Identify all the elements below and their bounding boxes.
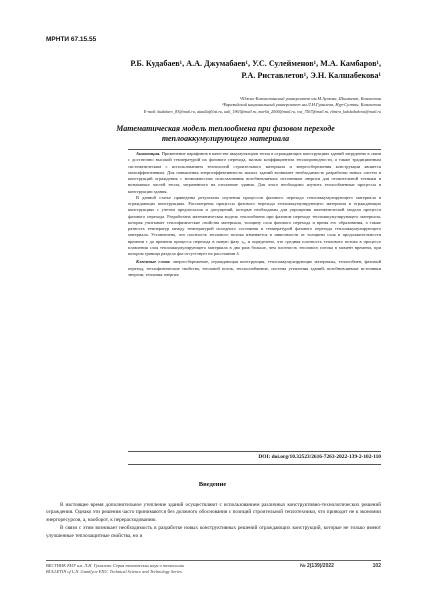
keywords-label: Ключевые слова: bbox=[136, 259, 171, 265]
keywords-text: энергосбережение, ограждающая конструкция, теплоаккумулирующие материалы, теплообмен, фазовый переход, теплофизические свойства, тепловой поток, теплоснабжение, система утепления зданий, возобновляемые источники энергии, тепловая энергия bbox=[128, 259, 381, 277]
abstract-top-rule bbox=[128, 149, 381, 150]
abstract-block bbox=[128, 151, 381, 278]
issue-number: № 2(139)/2022 bbox=[300, 563, 334, 569]
journal-name-en: BULLETIN of L.N. Gumilyov ENU. Technical Science and Technology Series bbox=[46, 569, 182, 574]
section-heading: Введение bbox=[198, 481, 227, 488]
abstract-text-1: Применение парафинов в качестве аккумуляторов тепла в ограждающих конструкциях зданий затруднено в связи с достаточно высокой температурой их фазового перехода, малым коэффициентом теплопроводности, а также традиционным систематическим с использованием технологий строительного материала и энергосбережения конструкции является малоэффективным. Для повышения энергоэффективности жилых зданий возникает необходимость разработки новых систем и конструкций ограждения с возможностью использования возобновляемых источников энергии для отопительной техники и возможных частей тепла, затраченного на отопление здания. Для этого необходимо изучить теплообменные процессы в конструкции здания. bbox=[128, 151, 382, 194]
doi-link[interactable]: DOI: doi.org/10.32523/2616-7263-2022-139-2-102-110 bbox=[258, 454, 381, 460]
title-line-1: Математическая модель теплообмена при фазовом переходе bbox=[116, 124, 335, 133]
affiliation-2: ²Евразийский национальный университет им.Л.Н.Гумилева, Нур-Султан, Казахстан bbox=[222, 102, 381, 107]
keywords-paragraph bbox=[128, 259, 381, 278]
doi-bottom-rule bbox=[128, 464, 381, 465]
body-paragraph-2: В связи с этим возникает необходимость в разработке новых конструктивных решений ограждающих конструкций, которые не только имеют улучшенные теплозащитные свойства, но и bbox=[46, 525, 381, 539]
body-paragraph-1: В настоящее время дополнительное утепление зданий осуществляют с использованием различных конструктивно-технологических решений ограждения. Однако эти решения часто принимаются без должного обоснования с позиций строительной теплотехники, что приводит не к экономии энергоресурсов, а, наоборот, к перерасходованию. bbox=[46, 502, 381, 523]
mrnti-code: МРНТИ 67.15.55 bbox=[46, 36, 97, 43]
journal-name bbox=[46, 563, 184, 575]
author-line-2: Р.А. Риставлетов¹, Э.Н. Калшабекова¹ bbox=[241, 70, 381, 80]
article-title bbox=[70, 124, 381, 144]
abstract-bottom-rule bbox=[128, 451, 381, 452]
page-number: 102 bbox=[372, 563, 381, 569]
affiliations bbox=[120, 96, 381, 108]
affiliation-1: ¹Южно-Казахстанский университет им.М.Ауэзова, Шымкент, Казахстан bbox=[239, 96, 381, 101]
title-line-2: теплоаккумулирующего материала bbox=[161, 134, 290, 143]
body-text bbox=[46, 502, 381, 541]
journal-name-ru: ВЕСТНИК ЕНУ им. Л.Н. Гумилева. Серия технических наук и технологии bbox=[46, 563, 185, 568]
author-line-1: Р.Б. Кудабаев¹, А.А. Джумабаев¹, У.С. Сулейменов¹, М.А. Камбаров¹, bbox=[130, 59, 381, 68]
footer-rule bbox=[46, 560, 381, 561]
abstract-paragraph-1 bbox=[128, 151, 381, 195]
author-list bbox=[70, 58, 381, 81]
abstract-label: Аннотация. bbox=[136, 151, 161, 156]
abstract-paragraph-2: В данной статье приведены результаты изучения процессов фазового перехода теплоаккумулирующего материала в ограждающих конструкциях. Рассмотрены процессы фазового перехода теплоаккумулирующего материала в ограждающих конструкциях с учетом предпосылок и допущений, которые необходимы для упрощения математической модели процесса фазового перехода. Разработана математическая модель теплообмена при фазовом переходе теплоаккумулирующего материала, которая учитывает теплофизические свойства материала, толщину слоя фазового перехода и время его образования, а также разность температур между температурой исходного состояния и температурой фазового перехода теплоаккумулирующего материала. Установлено, что плотность теплового потока изменяется в зависимости от толщины слоя и продолжительности времени τ до времени процесса перехода в новую фазу τ₀, и определено, что средняя плотность теплового потока в процессе плавления слоя теплоаккумулирующего материала в два раза больше, чем плотность теплового потока в момент времени, при котором граница раздела фаз отсутствует на расстоянии δ. bbox=[128, 194, 381, 256]
author-emails: E-mail: kudabaev_83@mail.ru, ataulla@list.ru, uali_1963@mail.ru, markit_2000@mail.ru, ras_7567@mail.ru, elmira_kalshabekova@mail.ru bbox=[143, 109, 381, 114]
